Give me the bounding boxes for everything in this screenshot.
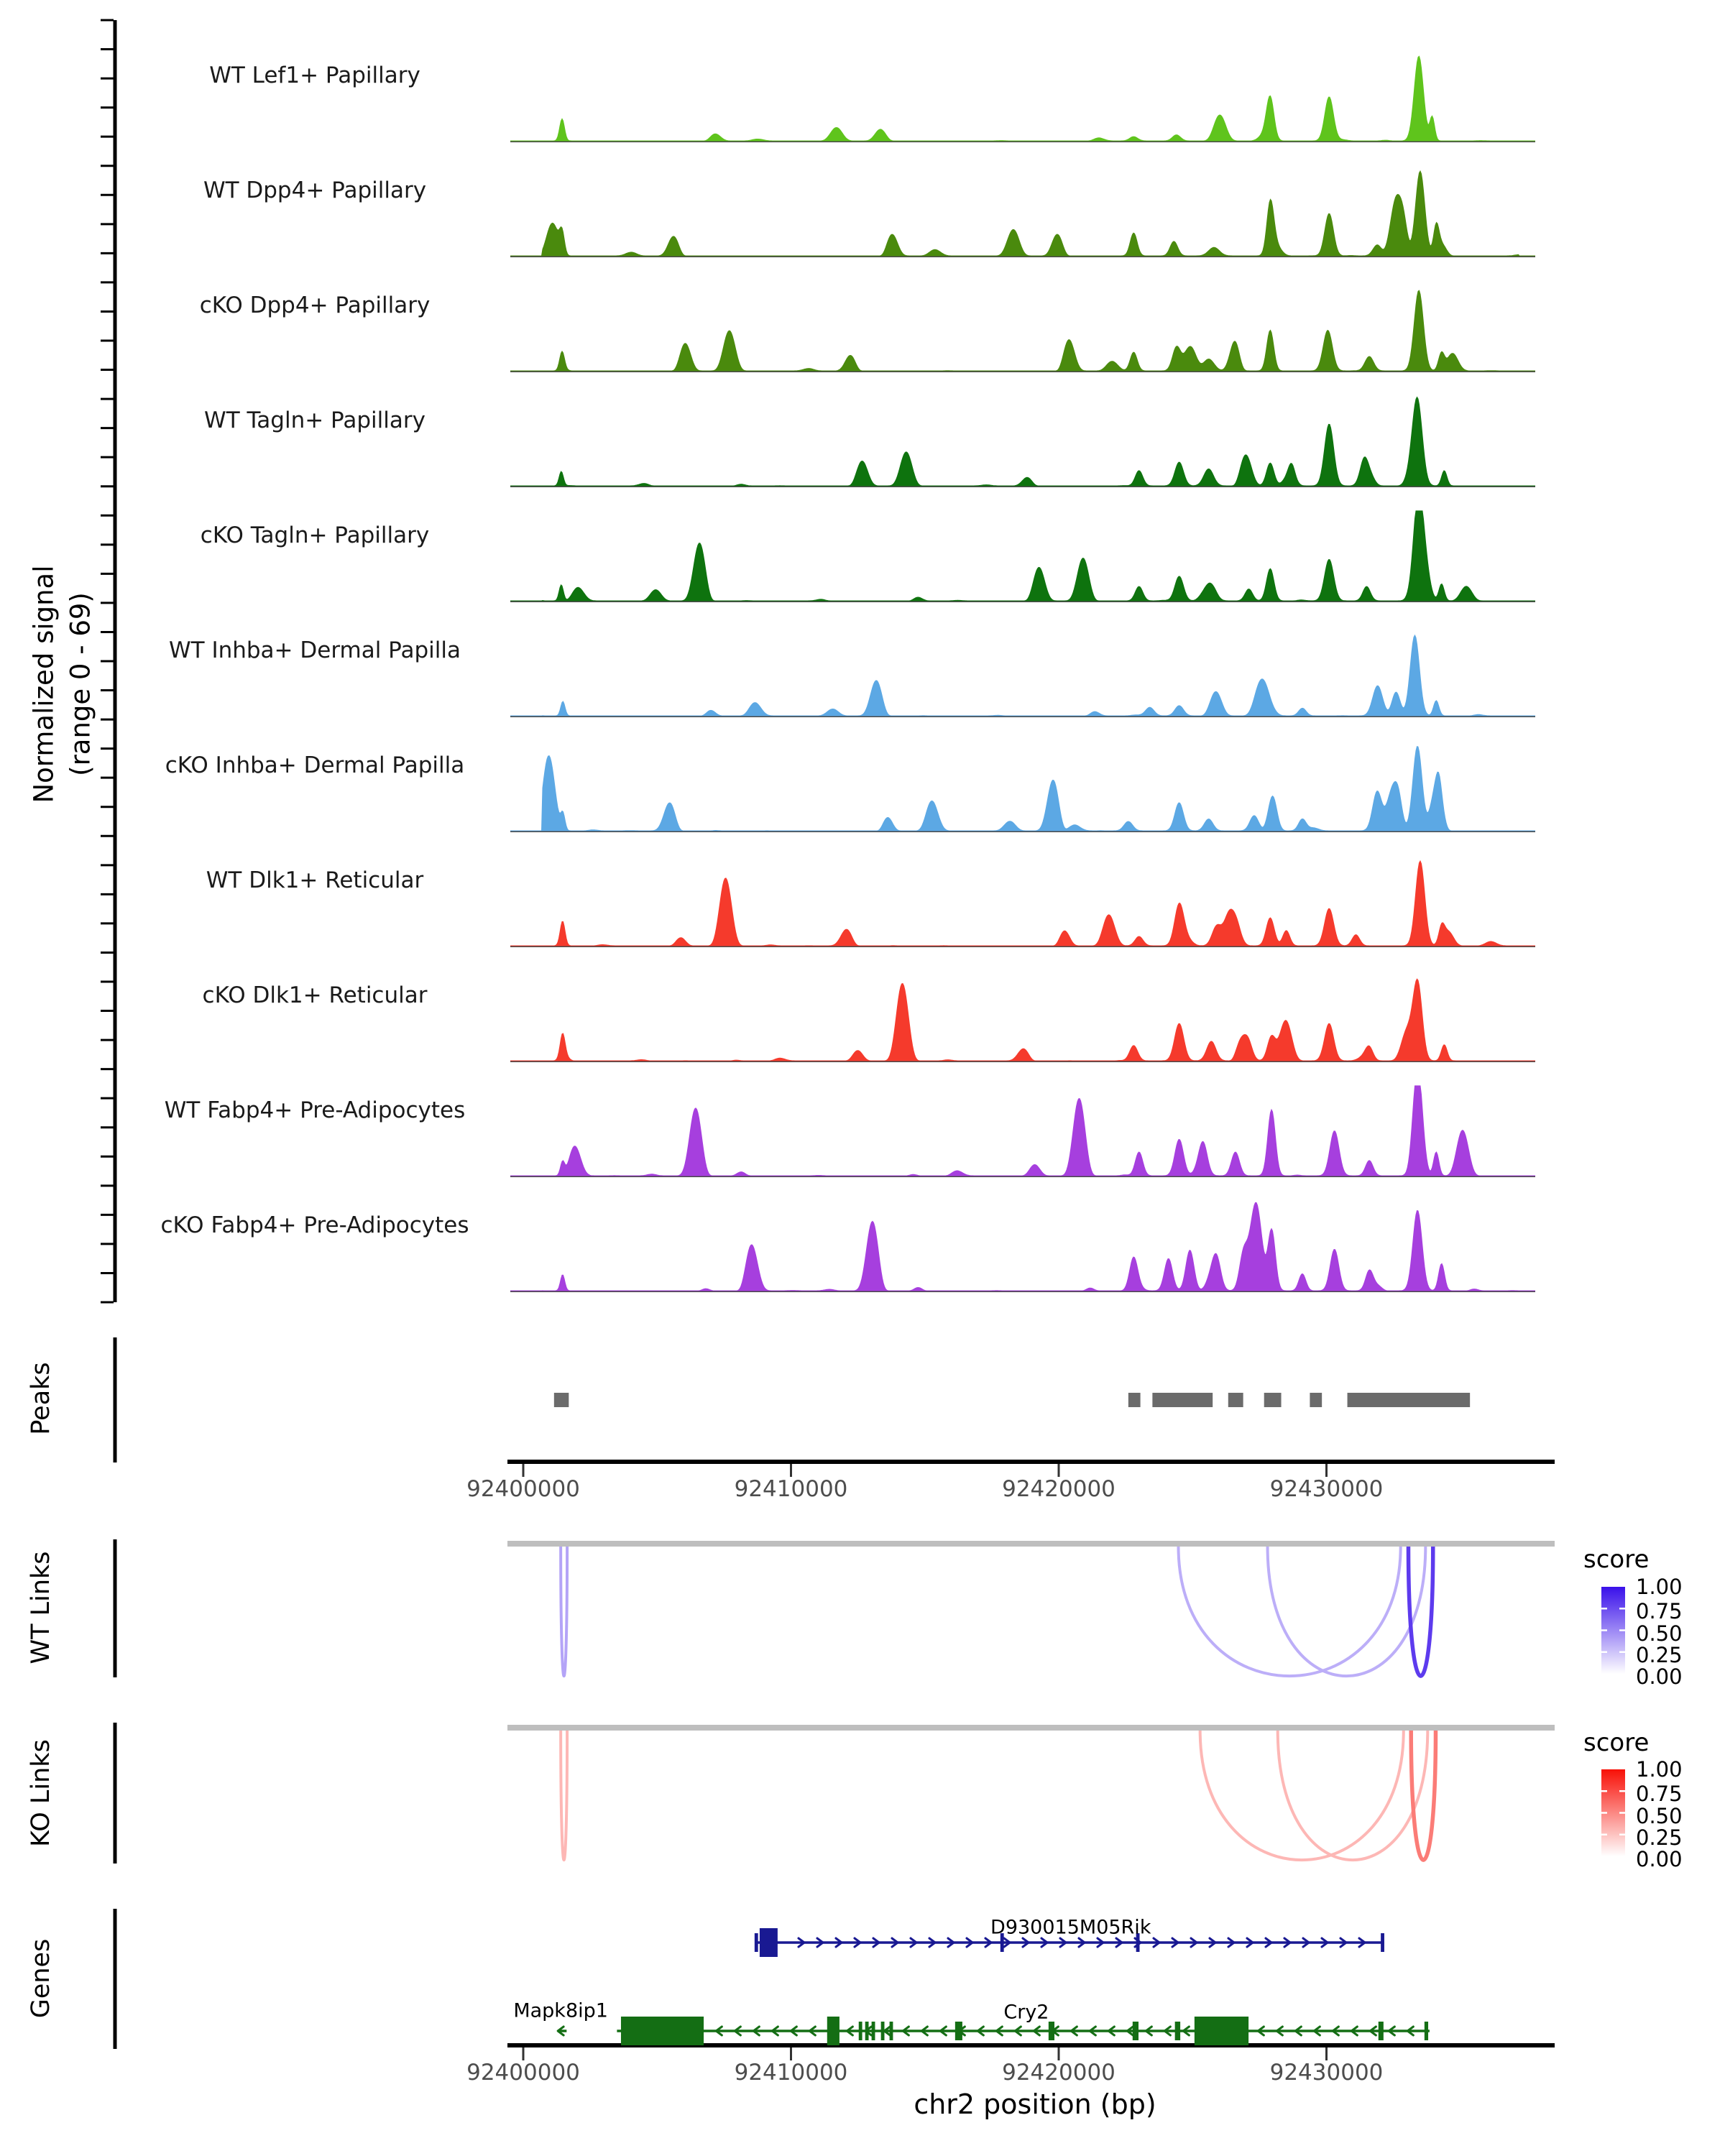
peak-interval xyxy=(1128,1393,1141,1407)
score-legend-value: 0.25 xyxy=(1636,1825,1683,1850)
link-arc xyxy=(1278,1731,1428,1860)
gene-label-cry2: Cry2 xyxy=(1003,2001,1049,2024)
score-legend-value: 0.00 xyxy=(1636,1847,1683,1871)
section-label-wt-links: WT Links xyxy=(27,1551,55,1664)
wt-score-legend-title: score xyxy=(1583,1545,1650,1574)
signal-track-area xyxy=(510,397,1535,487)
axis-tick-label: 92430000 xyxy=(1269,1476,1384,1502)
track-label: cKO Fabp4+ Pre-Adipocytes xyxy=(160,1212,469,1238)
score-legend-value: 0.25 xyxy=(1636,1642,1683,1667)
score-legend-value: 0.50 xyxy=(1636,1621,1683,1646)
gene-exon-bar xyxy=(1133,2022,1138,2040)
signal-track-area xyxy=(510,56,1535,141)
track-label: cKO Inhba+ Dermal Papilla xyxy=(165,752,465,778)
gene-exon-bar xyxy=(890,2022,893,2040)
track-label: WT Tagln+ Papillary xyxy=(204,407,426,433)
axis-tick-label: 92430000 xyxy=(1269,2060,1384,2086)
signal-track-area xyxy=(510,1202,1535,1291)
signal-track-area xyxy=(510,1086,1535,1176)
track-label: cKO Tagln+ Papillary xyxy=(200,522,430,548)
gene-exon-bar xyxy=(1425,2022,1428,2040)
link-arc xyxy=(561,1547,567,1676)
gene-label-d930015m05rik: D930015M05Rik xyxy=(990,1916,1151,1939)
peak-interval xyxy=(1310,1393,1322,1407)
section-label-ko-links: KO Links xyxy=(27,1739,55,1847)
link-arc xyxy=(1268,1547,1426,1676)
y-axis-label-line1: Normalized signal xyxy=(28,565,60,803)
track-label: WT Fabp4+ Pre-Adipocytes xyxy=(164,1097,466,1123)
track-label: WT Inhba+ Dermal Papilla xyxy=(169,637,461,663)
track-label: WT Lef1+ Papillary xyxy=(209,63,420,88)
signal-track-area xyxy=(510,979,1535,1061)
link-arc xyxy=(561,1731,567,1860)
gene-exon-box xyxy=(760,1928,778,1957)
gene-exon-bar xyxy=(755,1933,758,1952)
section-label-genes: Genes xyxy=(27,1938,55,2019)
signal-track-area xyxy=(510,861,1535,946)
axis-tick-label: 92420000 xyxy=(1002,1476,1116,1502)
axis-tick-label: 92420000 xyxy=(1002,2060,1116,2086)
section-label-peaks: Peaks xyxy=(27,1362,55,1435)
score-legend-value: 0.50 xyxy=(1636,1803,1683,1828)
signal-track-area xyxy=(510,511,1535,601)
x-axis-title: chr2 position (bp) xyxy=(914,2088,1156,2120)
links-region-bar xyxy=(507,1541,1555,1547)
score-legend-value: 1.00 xyxy=(1636,1757,1683,1782)
track-label: WT Dlk1+ Reticular xyxy=(206,867,424,893)
gene-exon-bar xyxy=(1175,2022,1180,2040)
score-legend-value: 0.75 xyxy=(1636,1782,1683,1807)
axis-tick-label: 92400000 xyxy=(466,2060,580,2086)
signal-track-area xyxy=(510,635,1535,716)
peak-interval xyxy=(554,1393,569,1407)
gene-exon-bar xyxy=(1379,2022,1384,2040)
ko-score-legend-title: score xyxy=(1583,1728,1650,1757)
gene-exon-box xyxy=(827,2017,840,2045)
track-label: cKO Dlk1+ Reticular xyxy=(202,982,428,1008)
link-arc xyxy=(1200,1731,1404,1860)
track-label: WT Dpp4+ Papillary xyxy=(203,178,427,203)
signal-track-area xyxy=(510,290,1535,371)
y-axis-label-line2: (range 0 - 69) xyxy=(65,592,96,776)
signal-track-area xyxy=(510,747,1535,831)
link-arc xyxy=(1411,1731,1435,1860)
link-arc xyxy=(1179,1547,1401,1676)
peak-interval xyxy=(1264,1393,1282,1407)
score-legend-value: 0.75 xyxy=(1636,1599,1683,1624)
score-legend-value: 0.00 xyxy=(1636,1664,1683,1689)
peak-interval xyxy=(1228,1393,1243,1407)
gene-exon-box xyxy=(1195,2017,1248,2045)
gene-label-mapk8ip1: Mapk8ip1 xyxy=(513,1999,608,2022)
axis-tick-label: 92410000 xyxy=(734,2060,848,2086)
gene-exon-bar xyxy=(859,2022,862,2040)
signal-track-area xyxy=(510,171,1535,256)
gene-exon-bar xyxy=(872,2022,875,2040)
links-region-bar xyxy=(507,1725,1555,1731)
link-arc xyxy=(1408,1547,1432,1676)
gene-exon-bar xyxy=(1381,1933,1384,1952)
axis-tick-label: 92400000 xyxy=(466,1476,580,1502)
score-legend-value: 1.00 xyxy=(1636,1575,1683,1599)
peak-interval xyxy=(1348,1393,1471,1407)
axis-tick-label: 92410000 xyxy=(734,1476,848,1502)
peak-interval xyxy=(1152,1393,1213,1407)
track-label: cKO Dpp4+ Papillary xyxy=(199,292,431,318)
gene-exon-box xyxy=(621,2017,704,2045)
